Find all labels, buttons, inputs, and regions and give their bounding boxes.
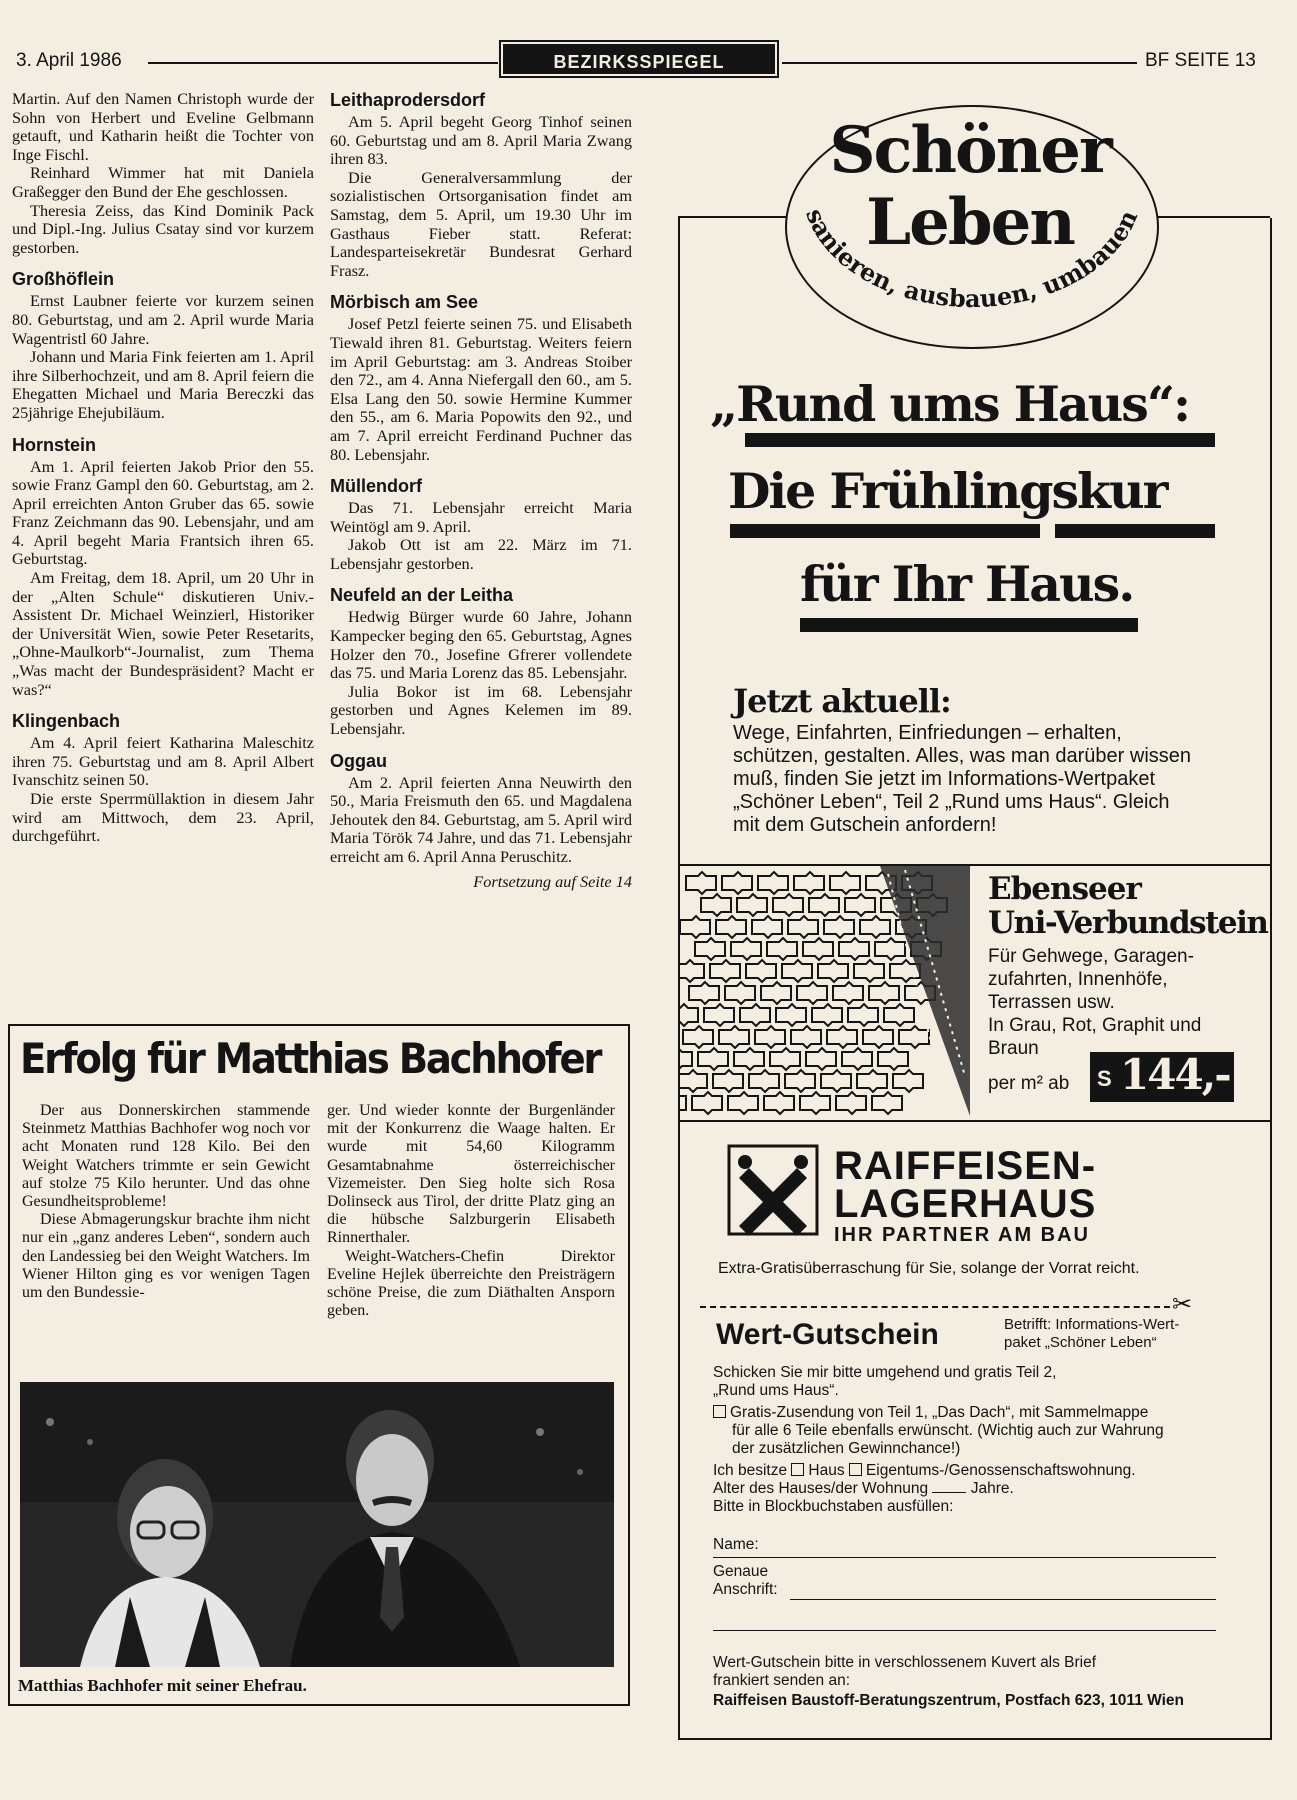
couple-photo-image xyxy=(20,1382,614,1667)
brand-tagline: IHR PARTNER AM BAU xyxy=(834,1224,1090,1246)
ad-headline-3: für Ihr Haus. xyxy=(800,555,1134,613)
send-instruction-1: Wert-Gutschein bitte in verschlossenem Kuvert als Brief xyxy=(713,1654,1097,1671)
paragraph: Am 2. April feierten Anna Neuwirth den 50., Maria Freismuth den 65. und Magdalena Jehoutek den 84. Geburtstag, am 5. April wird Maria Török 74 Jahre, und das 71. Lebensjahr erreicht am 6. April Anna Peruschitz. xyxy=(330,772,632,866)
section-heading: Hornstein xyxy=(12,434,97,455)
paragraph: Diese Abmagerungskur brachte ihm nicht nur ein „ganz anderes Leben“, sondern auch den Landessieg bei den Weight Watchers. Im Wiener Hilton ging es vor wenigen Tagen um den Bundessie- xyxy=(22,1211,310,1302)
paragraph: Am 4. April feiert Katharina Maleschitz ihren 75. Geburtstag und am 8. April Albert Ivanschitz seinen 50. xyxy=(12,733,314,790)
logo-word-schoener: Schöner xyxy=(829,113,1111,188)
section-heading: Oggau xyxy=(330,750,387,771)
news-column-2 xyxy=(330,90,632,891)
paragraph: Jakob Ott ist am 22. März im 71. Lebensjahr gestorben. xyxy=(330,535,632,573)
ad-headline-1: „Rund ums Haus“: xyxy=(710,375,1190,433)
coupon-text: Eigentums-/Genossenschaftswohnung. xyxy=(865,1462,1136,1479)
logo-arc-text xyxy=(785,105,1159,349)
name-field[interactable] xyxy=(713,1557,1216,1558)
paragraph: Weight-Watchers-Chefin Direktor Eveline Hejlek überreichte den Preisträgern schöne Preise, die zum Diäthalten Ansporn geben. xyxy=(327,1247,615,1320)
address-label-2: Anschrift: xyxy=(713,1581,778,1598)
paragraph: Martin. Auf den Namen Christoph wurde der Sohn von Herbert und Eveline Gelbmann getauft, und Katharin heißt die Tochter von Inge Fischl. xyxy=(12,89,314,164)
page-number: BF SEITE 13 xyxy=(1145,50,1256,71)
paving-stone-illustration xyxy=(680,866,970,1116)
paragraph: Hedwig Bürger wurde 60 Jahre, Johann Kampecker beging den 65. Geburtstag, Agnes Holzer den 70., Josefine Gfrerer vollendete das 75. und Maria Lorenz das 85. Lebensjahr. xyxy=(330,607,632,683)
extra-note: Extra-Gratisüberraschung für Sie, solange der Vorrat reicht. xyxy=(718,1260,1140,1277)
product-title-line-2: Uni-Verbundstein xyxy=(988,905,1268,941)
paragraph: Das 71. Lebensjahr erreicht Maria Weintögl am 9. April. xyxy=(330,498,632,536)
article-photo xyxy=(20,1382,614,1667)
coupon-text: Jahre. xyxy=(970,1480,1014,1497)
checkbox-wohnung[interactable] xyxy=(849,1463,862,1476)
continuation-note: Fortsetzung auf Seite 14 xyxy=(473,871,632,891)
name-label: Name: xyxy=(713,1536,759,1553)
ad-headline-2: Die Frühlingskur xyxy=(728,462,1167,520)
product-desc-line: zufahrten, Innenhöfe, xyxy=(988,969,1168,990)
issue-date: 3. April 1986 xyxy=(16,50,122,71)
section-heading: Müllendorf xyxy=(330,476,422,497)
price-value: 144,- xyxy=(1120,1050,1230,1099)
checkbox-part1[interactable] xyxy=(713,1405,726,1418)
paragraph: Julia Bokor ist im 68. Lebensjahr gestorben und Agnes Kelemen im 89. Lebensjahr. xyxy=(330,681,632,739)
coupon-title: Wert-Gutschein xyxy=(716,1318,939,1351)
product-desc-line: Braun xyxy=(988,1038,1039,1059)
section-heading: Leithaprodersdorf xyxy=(330,90,486,110)
product-desc-line: Für Gehwege, Garagen- xyxy=(988,946,1194,967)
coupon-text: Bitte in Blockbuchstaben ausfüllen: xyxy=(713,1498,954,1515)
paragraph: Die Generalversammlung der sozialistischen Ortsorganisation findet am Samstag, dem 5. April, um 19.30 Uhr im Gasthaus Fieber statt. Referat: Landesparteisekretär Bundesrat Gerhard Frasz. xyxy=(330,167,632,280)
frame-top-right xyxy=(1150,216,1270,218)
brand-line-1: RAIFFEISEN- xyxy=(834,1144,1097,1188)
logo-slogan: sanieren, ausbauen, umbauen xyxy=(800,204,1144,314)
send-instruction-2: frankiert senden an: xyxy=(713,1672,851,1689)
headline-bar xyxy=(730,524,1040,538)
paragraph: Am 5. April begeht Georg Tinhof seinen 60. Geburtstag und am 8. April Maria Zwang ihren 83. xyxy=(330,112,632,169)
header-rule-left xyxy=(148,62,498,64)
brand-line-2: LAGERHAUS xyxy=(834,1182,1097,1226)
section-heading: Großhöflein xyxy=(12,269,114,290)
coupon-body xyxy=(713,1364,1233,1516)
paragraph: Johann und Maria Fink feierten am 1. April ihre Silberhochzeit, und am 8. April feiern die Ehegatten Michael und Maria Bereczki das 25jährige Ehejubiläum. xyxy=(12,347,314,422)
section-heading: Klingenbach xyxy=(12,711,121,732)
article-title: Erfolg für Matthias Bachhofer xyxy=(20,1034,601,1083)
coupon-text: Alter des Hauses/der Wohnung xyxy=(713,1480,929,1497)
svg-text:sanieren, ausbauen, umbauen xyxy=(800,204,1143,313)
coupon-text: Schicken Sie mir bitte umgehend und gratis Teil 2, xyxy=(713,1364,1057,1381)
coupon-subject-line-2: paket „Schöner Leben“ xyxy=(1004,1334,1157,1351)
cut-line xyxy=(700,1306,1170,1308)
price-label: per m² ab xyxy=(988,1073,1070,1094)
article-column-left xyxy=(22,1102,310,1302)
ad-current-text: Wege, Einfahrten, Einfriedungen – erhalten, schützen, gestalten. Alles, was man darüber wissen muß, finden Sie jetzt im Informations-Wertpaket „Schöner Leben“, Teil 2 „Rund ums Haus“. Gleich mit dem Gutschein anfordern! xyxy=(733,722,1192,836)
paragraph: Am 1. April feierten Jakob Prior den 55. sowie Franz Gampl den 60. Geburtstag, am 2. April erreichten Anton Gruber das 65. sowie Franz Zeichmann das 90. Lebensjahr, und am 4. April begeht Maria Frantsich ihren 65. Geburtstag. xyxy=(12,456,314,569)
address-field[interactable] xyxy=(790,1599,1216,1600)
checkbox-haus[interactable] xyxy=(791,1463,804,1476)
product-title-line-1: Ebenseer xyxy=(988,871,1141,907)
address-field-2[interactable] xyxy=(713,1630,1216,1631)
news-column-1 xyxy=(12,90,314,846)
paragraph: Reinhard Wimmer hat mit Daniela Graßegger den Bund der Ehe geschlossen. xyxy=(12,163,314,201)
raiffeisen-gable-icon xyxy=(727,1144,819,1236)
paragraph: Ernst Laubner feierte vor kurzem seinen 80. Geburtstag, und am 2. April wurde Maria Wagentristl 60 Jahre. xyxy=(12,291,314,348)
frame-top-left xyxy=(678,216,798,218)
coupon-text: „Rund ums Haus“. xyxy=(713,1382,839,1399)
address-label-1: Genaue xyxy=(713,1563,769,1580)
paragraph: ger. Und wieder konnte der Burgenländer mit der Konkurrenz die Waage halten. Er wurde mit 54,60 Kilogramm Gesamtabnahme österreichischer Vizemeister. Den Sieg holte sich Rosa Dolinseck aus Tirol, der dritte Platz ging an die hübsche Salzburgerin Elisabeth Rinnerthaler. xyxy=(327,1102,615,1247)
section-heading: Mörbisch am See xyxy=(330,292,479,313)
paragraph: Die erste Sperrmüllaktion in diesem Jahr wird am Mittwoch, dem 23. April, durchgeführt. xyxy=(12,789,314,846)
ad-current-heading: Jetzt aktuell: xyxy=(733,682,951,720)
price-currency: S xyxy=(1097,1066,1112,1091)
coupon-text: Haus xyxy=(808,1462,845,1479)
product-desc-line: Terrassen usw. xyxy=(988,992,1115,1013)
paragraph: Am Freitag, dem 18. April, um 20 Uhr in der „Alten Schule“ diskutieren Univ.-Assistent Dr. Michael Weinzierl, Historiker der Universität Wien, sowie Peter Resetarits, „Ohne-Maulkorb“-Journalist, zum Thema „Was macht der Bundespräsident? Macht er was?“ xyxy=(12,568,314,699)
scissors-icon: ✂ xyxy=(1172,1290,1193,1318)
coupon-text: für alle 6 Teile ebenfalls erwünscht. (Wichtig auch zur Wahrung xyxy=(732,1422,1164,1439)
coupon-text: der zusätzlichen Gewinnchance!) xyxy=(732,1440,961,1457)
logo-word-leben: Leben xyxy=(866,185,1074,260)
headline-bar xyxy=(800,618,1138,632)
coupon-subject-line-1: Betrifft: Informations-Wert- xyxy=(1004,1316,1180,1333)
section-heading: Neufeld an der Leitha xyxy=(330,585,514,606)
headline-bar xyxy=(1055,524,1215,538)
headline-bar xyxy=(745,433,1215,447)
coupon-check-text: Gratis-Zusendung von Teil 1, „Das Dach“, mit Sammelmappe xyxy=(730,1404,1149,1421)
coupon-text: Ich besitze xyxy=(713,1462,788,1479)
article-column-right xyxy=(327,1102,615,1320)
header-rule-right xyxy=(782,62,1137,64)
send-address: Raiffeisen Baustoff-Beratungszentrum, Postfach 623, 1011 Wien xyxy=(713,1692,1185,1709)
section-title: BEZIRKSSPIEGEL xyxy=(503,44,775,74)
paragraph: Theresia Zeiss, das Kind Dominik Pack und Dipl.-Ing. Julius Csatay sind vor kurzem gestorben. xyxy=(12,200,314,257)
product-desc-line: In Grau, Rot, Graphit und xyxy=(988,1015,1202,1036)
paragraph: Josef Petzl feierte seinen 75. und Elisabeth Tiewald ihren 81. Geburtstag. Weiters feiern im April Geburtstag: am 3. Andreas Stoiber den 72., am 4. Anna Niefergall den 60., am 5. Elsa Lang den 50. sowie Hermine Kummer den 55., am 6. Maria Popowits den 92., und am 7. April erreicht Ferdinand Puchner das 80. Lebensjahr. xyxy=(330,314,632,464)
age-field[interactable] xyxy=(932,1492,966,1493)
paragraph: Der aus Donnerskirchen stammende Steinmetz Matthias Bachhofer wog noch vor acht Monaten rund 128 Kilo. Bei den Weight Watchers trimmte er sein Gewicht auf stolze 75 Kilo herunter. Und das ohne Gesundheitsprobleme! xyxy=(22,1102,310,1211)
photo-caption: Matthias Bachhofer mit seiner Ehefrau. xyxy=(18,1676,307,1695)
